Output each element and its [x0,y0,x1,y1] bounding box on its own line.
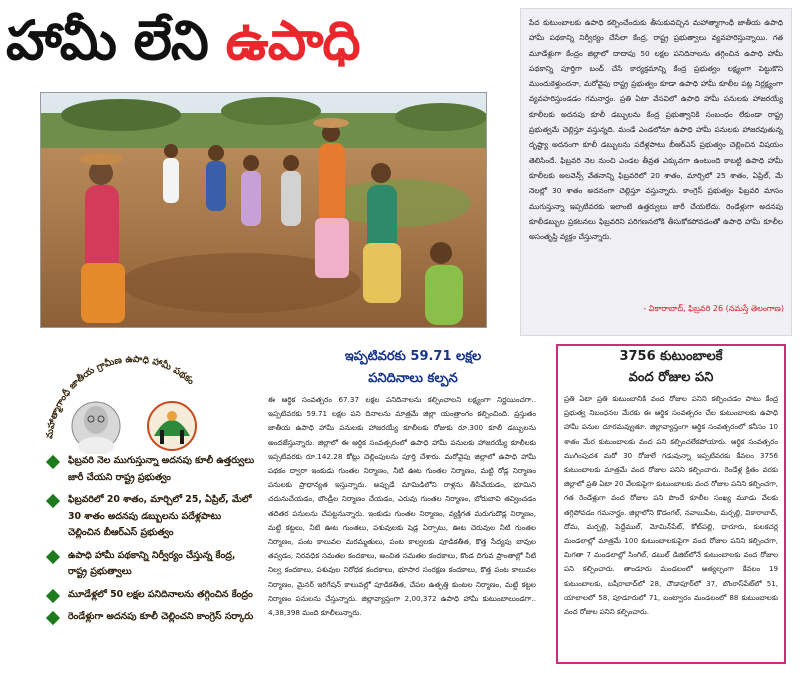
top-story-dateline: - వికారాబాద్, ఫిబ్రవరి 26 (నమస్తే తెలంగాణ) [643,304,784,313]
headline-part-1: హామీ లేని [6,9,226,72]
right-article-text: ప్రతి ఏటా ప్రతి కుటుంబానికి వంద రోజుల పనిని కల్పించడం పాటు కేంద్ర ప్రభుత్వ నిబంధనల మేరకు ఈ ఆర్థిక సంవత్సరం చేల కుటుంబాలకు ఉపాధి హామీ పనుల దూరమవ్వుతూ. జిల్లావ్యాప్తంగా ఆర్థిక సంవత్సరంలో కనీసం 10 శాతం మేర కుటుంబాలకు వంద పని కల్పించలేకపోయారు. ఆర్థిక సంవత్సరం ముగింపుదశ మరో 30 రోజులే గడువున్నా ఇప్పటివరకు కేవలం 3756 కుటుంబాలకు మాత్రమే వంద రోజుల పనిని కల్పించారు. రెండేళ్ల క్రితం వరకు జిల్లాలో ప్రతి ఏటా 20 వేలకుపైగా కుటుంబాలకు వంద రోజుల పనిని కల్పించగా, గత రెండేళ్లుగా వంద రోజుల పని పొందే కూలీల సంఖ్య మూడు వేలకు తగ్గిపోవడం గమనార్హం. జిల్లాలోని కొడంగల్, నవాబుపేట, మర్పల్లి, వికారాబాద్, దోమ, మర్పల్లి, పెద్దేముల్, మోమిన్‌పేట్, కోట్‌పల్లి, ధారూరు, కులకచర్ల మండలాల్లో మాత్రమే 100 కుటుంబాలకుపైగా వంద రోజుల పనిని కల్పించగా, మిగతా 7 మండలాల్లో సింగిల్, డబుల్ డిజిట్‌లోనే కుటుంబాలకు వంద రోజుల పని కల్పించారు. తాండూరు మండలంలో అత్యల్పంగా కేవలం 19 కుటుంబాలకు, బషీరాబాద్‌లో 28, చౌడాపూర్‌లో 37, బొంరాస్‌పేట్‌లో 51, యాలాలలో 58, పూడూరులో 71, బంట్వారం మండలంలో 88 కుటుంబాలకు వంద రోజుల పనిని కల్పించారు. [564,394,778,617]
diamond-bullet-icon [46,455,60,469]
scheme-logo [148,402,196,450]
workers-photo-illustration [41,93,487,328]
emblem-arc-text: మహాత్మాగాంధీ జాతీయ గ్రామీణ ఉపాధి హామీ పథకం [44,353,197,440]
gandhi-portrait [72,402,120,454]
middle-article-text: ఈ ఆర్థిక సంవత్సరం 67.37 లక్షల పనిదినాలను కల్పించాలని లక్ష్యంగా నిర్ణయించగా.. ఇప్పటివరకు 59.71 లక్షల పని దినాలను మాత్రమే జిల్లా యంత్రాంగం కల్పించింది. ప్రస్తుతం జాతీయ ఉపాధి హామీ పనులకు హాజరయ్యే కూలీలకు రోజుకు రూ.300 కూలీ డబ్బులను అందజేస్తున్నారు. జిల్లాలో ఈ ఆర్థిక సంవత్సరంలో ఉపాధి హామీ పనులకు హాజరయ్యే కూలీలకు ఇప్పటివరకు రూ.142.28 కోట్లు చెల్లింపులను పూర్తి చేశారు. మరోవైపు జిల్లాలో ఉపాధి హామీ పథకం ద్వారా ఇంకుడు గుంతల నిర్మాణం, నీటి ఊట గుంతల నిర్మాణం, మట్టి రోడ్ల నిర్మాణం పనులకు ప్రాధాన్యత ఇస్తున్నారు. అప్పుడే మామిడిలోని రాళ్లను తీసివేయడం, భూమిని చదునుచేయడం, బౌండ్రీల నిర్మాణం చేయడం, ఎరువు గుంతల నిర్మాణం, బోరుబావి తవ్వించడం తదితర పనులను చేపట్టనున్నారు. ఇంకుడు గుంతల నిర్మాణం, వ్యక్తిగత మరుగుదొడ్ల నిర్మాణం, మట్టి కట్టలు, నీటి ఊట గుంతలు, పశువులకు షెడ్ల ఏర్పాటు, ఊట చెరువుల నీటి గుంతల నిర్మాణం, పంట కాలువల మరమ్మతులు, పంట కాల్వలకు పూడికతీత, కొత్త సేద్యపు బావుల తవ్వడం, నిరవధిక సమతల కందకాలు, అంచిత సమతల కందకాలు, కొండ దిగువ ప్రాంతాల్లో నీటి నిల్వ కందకాలు, పశువుల నిరోధక కందకాలు, భూసార సంరక్షణ కందకాలు, కొత్త పంట కాలువల నిర్మాణం, మైనర్ ఇరిగేషన్ కాలువల్లో పూడికతీత, చేపల ఉత్పత్తి కుంటల నిర్మాణం, మట్టి కట్టల నిర్మాణం పనులను చేస్తున్నారు. జిల్లావ్యాప్తంగా 2,00,372 ఉపాధి హామీ కుటుంబాలుండగా.. 4,38,398 మంది కూలీలున్నారు. [268,395,536,618]
mgnrega-emblem [34,344,234,454]
middle-heading-line-1: ఇప్పటివరకు 59.71 లక్షల [344,349,482,364]
headline-part-2: ఉపాధి [225,9,360,72]
middle-heading [282,346,544,390]
highlight-text: ఉపాధి హామీ పథకాన్ని నిర్వీర్యం చేస్తున్న కేంద్ర, రాష్ట్ర ప్రభుత్వాలు [68,549,236,577]
right-article [556,390,786,664]
top-story-text: పేద కుటుంబాలకు ఉపాధి కల్పించేందుకు తీసుకువచ్చిన మహాత్మాగాంధీ జాతీయ ఉపాధి హామీ పథకాన్ని నిర్వీర్యం చేసేలా కేంద్ర, రాష్ట్ర ప్రభుత్వాలు వ్యవహరిస్తున్నాయి. గత మూడేళ్లుగా కేంద్రం జిల్లాలో దాదాపు 50 లక్షల పనిదినాలను తగ్గించిన ఉపాధి హామీ పథకాన్ని పూర్తిగా బంద్ చేసే కార్యక్రమాన్ని కేంద్ర ప్రభుత్వం లక్ష్యంగా పెట్టుకొని ముందుకెళ్తుందనా, మరోవైపు రాష్ట్ర ప్రభుత్వం కూడా ఉపాధి హామీ కూలీల పట్ల నిర్లక్ష్యంగా వ్యవహరిస్తుండడం గమనార్హం. ప్రతి ఏటా వేసవిలో ఉపాధి హామీ పనులకు హాజరయ్యే కూలీలకు అదనపు కూలీ డబ్బులను కేంద్ర ప్రభుత్వానికి సంబంధం లేకుండా రాష్ట్ర ప్రభుత్వమే చెల్లిస్తూ వస్తున్నది. మండే ఎండలోనూ ఉపాధి హామీ పనులకు హాజరవుతున్న దృష్ట్యా అదనంగా కూలీ డబ్బులను పదేళ్లపాటు బీఆర్ఎస్ ప్రభుత్వం చెల్లించిన విషయం తెలిసిందే. ఫిబ్రవరి నెల నుంచి ఎండల తీవ్రత ఎక్కువగా ఉంటుంది కాబట్టి ఉపాధి హామీ కూలీలకు అలవెన్స్ వేతనాన్ని ఫిబ్రవరిలో 20 శాతం, మార్చిలో 25 శాతం, ఏప్రిల్, మే నెలల్లో 30 శాతం అదనంగా చెల్లిస్తూ వస్తున్నారు. కాంగ్రెస్ ప్రభుత్వం ఫిబ్రవరి మాసం ముగుస్తున్నా ఇప్పటివరకు ఇలాంటి ఉత్తర్వులు జారీ చేయలేదు. రెండేళ్లుగా అదనపు కూలీడబ్బుల ప్రకటనలు ఫిబ్రవరిని పరిగణనలోకి తీసుకోకపోవడంతో ఉపాధి హామీ కూలీల అసంతృప్తి వ్యక్తం చేస్తున్నారు. [529,18,783,242]
highlight-item [40,587,255,604]
diamond-bullet-icon [46,588,60,602]
highlight-item [40,453,255,486]
highlight-text: రెండేళ్లుగా అదనపు కూలీ చెల్లించని కాంగ్రెస్ సర్కారు [68,611,254,622]
diamond-bullet-icon [46,549,60,563]
diamond-bullet-icon [46,494,60,508]
workers-photo [40,92,487,328]
highlight-item [40,492,255,542]
right-heading [556,344,786,390]
top-story-box [520,8,792,336]
highlight-text: ఫిబ్రవరిలో 20 శాతం, మార్చిలో 25, ఏప్రిల్, మేలో 30 శాతం అదనపు డబ్బులను పదేళ్లపాటు చెల్లించిన బీఆర్ఎస్ ప్రభుత్వం [68,494,252,538]
middle-article [268,393,536,657]
highlight-item [40,548,255,581]
highlight-item [40,609,255,626]
headline [6,4,526,78]
middle-heading-line-2: పనిదినాలు కల్పన [368,371,458,386]
right-heading-line-2: వంద రోజుల పని [628,370,714,385]
highlights-list [40,453,255,632]
diamond-bullet-icon [46,611,60,625]
right-heading-line-1: 3756 కుటుంబాలకే [619,349,723,364]
highlight-text: ఫిబ్రవరి నెల ముగుస్తున్నా అదనపు కూలీ ఉత్తర్వులు జారీ చేయని రాష్ట్ర ప్రభుత్వం [68,455,255,483]
highlight-text: మూడేళ్లలో 50 లక్షల పనిదినాలను తగ్గించిన కేంద్రం [68,588,253,600]
